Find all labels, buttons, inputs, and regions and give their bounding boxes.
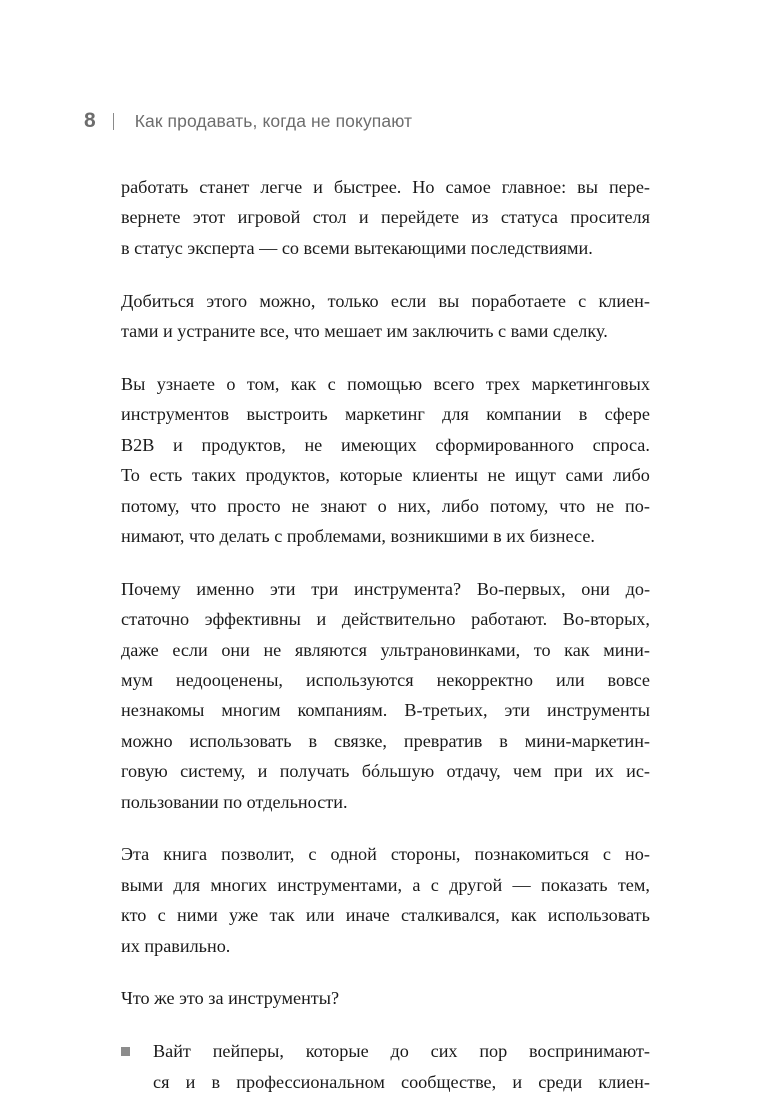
text-line: статочно эффективны и действительно работают. Во-вторых, xyxy=(121,609,650,630)
text-line: даже если они не являются ультрановинками, то как мини- xyxy=(121,639,650,660)
running-title: Как продавать, когда не покупают xyxy=(134,110,413,131)
body-text xyxy=(121,172,650,1097)
text-line: тами и устраните все, что мешает им заключить с вами сделку. xyxy=(121,321,608,342)
square-bullet-icon xyxy=(121,1047,130,1056)
text-line: незнакомы многим компаниям. В-третьих, эти инструменты xyxy=(121,700,650,721)
running-header xyxy=(84,104,412,138)
text-line: Вайт пейперы, которые до сих пор воспринимают- xyxy=(153,1041,650,1062)
text-line: выми для многих инструментами, а с другой — показать тем, xyxy=(121,874,650,895)
text-line: вернете этот игровой стол и перейдете из статуса просителя xyxy=(121,207,650,228)
paragraph xyxy=(121,369,650,551)
text-line: потому, что просто не знают о них, либо потому, что не по- xyxy=(121,495,650,516)
text-line: ся и в профессиональном сообществе, и среди клиен- xyxy=(153,1071,650,1092)
paragraph xyxy=(121,839,650,961)
text-line: можно использовать в связке, превратив в мини-маркетин- xyxy=(121,730,650,751)
text-line: кто с ними уже так или иначе сталкивался, как использовать xyxy=(121,905,650,926)
text-line: Что же это за инструменты? xyxy=(121,988,340,1009)
text-line: То есть таких продуктов, которые клиенты не ищут сами либо xyxy=(121,465,650,486)
text-line: B2B и продуктов, не имеющих сформированного спроса. xyxy=(121,434,650,455)
bullet-list-item xyxy=(121,1036,650,1097)
text-line: их правильно. xyxy=(121,935,231,956)
text-line: Почему именно эти три инструмента? Во-первых, они до- xyxy=(121,578,650,599)
text-line: Вы узнаете о том, как с помощью всего трех маркетинговых xyxy=(121,373,650,394)
text-line: инструментов выстроить маркетинг для компании в сфере xyxy=(121,404,650,425)
text-line: пользовании по отдельности. xyxy=(121,791,348,812)
text-line: работать станет легче и быстрее. Но самое главное: вы пере- xyxy=(121,177,650,197)
header-divider xyxy=(113,113,114,130)
paragraph xyxy=(121,172,650,263)
text-line: говую систему, и получать бóльшую отдачу, чем при их ис- xyxy=(121,761,650,782)
text-line: Добиться этого можно, только если вы поработаете с клиен- xyxy=(121,290,650,311)
page-number: 8 xyxy=(84,109,96,132)
paragraph xyxy=(121,983,650,1013)
paragraph xyxy=(121,574,650,817)
bullet-text xyxy=(153,1036,650,1097)
text-line: мум недооценены, используются некорректно или вовсе xyxy=(121,669,650,690)
paragraph xyxy=(121,286,650,347)
text-line: Эта книга позволит, с одной стороны, познакомиться с но- xyxy=(121,844,650,865)
text-line: в статус эксперта — со всеми вытекающими последствиями. xyxy=(121,237,593,258)
text-line: нимают, что делать с проблемами, возникшими в их бизнесе. xyxy=(121,525,595,546)
